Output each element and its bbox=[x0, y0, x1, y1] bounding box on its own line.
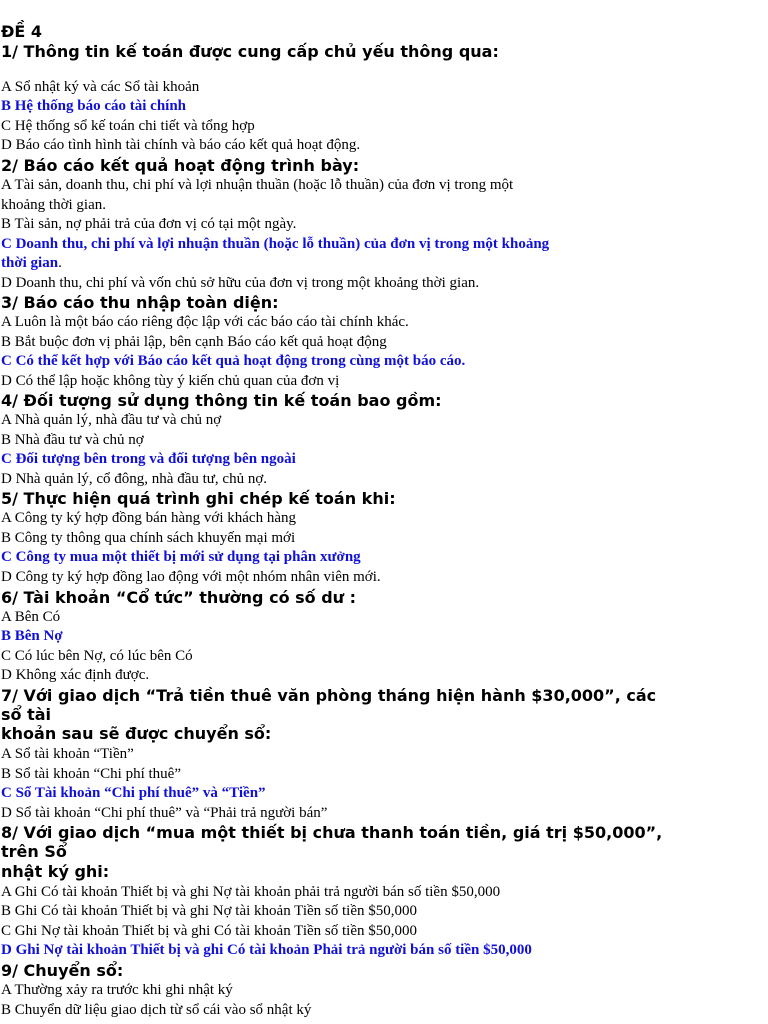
q8-option-b: B Ghi Có tài khoản Thiết bị và ghi Nợ tài khoản Tiền số tiền $50,000 bbox=[1, 903, 417, 919]
q7-option-b: B Sổ tài khoản “Chi phí thuê” bbox=[1, 766, 181, 782]
q9-option-b: B Chuyển dữ liệu giao dịch từ sổ cái vào sổ nhật ký bbox=[1, 1002, 312, 1018]
q2-option-a-cont: khoảng thời gian. bbox=[1, 197, 106, 213]
q8-option-c: C Ghi Nợ tài khoản Thiết bị và ghi Có tài khoản Tiền số tiền $50,000 bbox=[1, 923, 417, 939]
q9-option-a: A Thường xảy ra trước khi ghi nhật ký bbox=[1, 982, 233, 998]
question-9: 9/ Chuyển sổ: bbox=[1, 961, 124, 980]
q3-option-a: A Luôn là một báo cáo riêng độc lập với các báo cáo tài chính khác. bbox=[1, 314, 409, 330]
q6-option-a: A Bên Có bbox=[1, 609, 61, 625]
q8-option-d-correct: D Ghi Nợ tài khoản Thiết bị và ghi Có tài khoản Phải trả người bán số tiền $50,000 bbox=[1, 942, 532, 958]
question-2: 2/ Báo cáo kết quả hoạt động trình bày: bbox=[1, 156, 360, 175]
q7-option-a: A Sổ tài khoản “Tiền” bbox=[1, 746, 134, 762]
question-8: 8/ Với giao dịch “mua một thiết bị chưa thanh toán tiền, giá trị $50,000”, bbox=[1, 823, 663, 842]
q7-option-c-correct: C Sổ Tài khoản “Chi phí thuê” và “Tiền” bbox=[1, 785, 266, 801]
q5-option-b: B Công ty thông qua chính sách khuyến mại mới bbox=[1, 530, 296, 546]
question-1: 1/ Thông tin kế toán được cung cấp chủ yếu thông qua: bbox=[1, 42, 499, 61]
q6-option-c: C Có lúc bên Nợ, có lúc bên Có bbox=[1, 648, 193, 664]
question-3: 3/ Báo cáo thu nhập toàn diện: bbox=[1, 293, 279, 312]
question-7: 7/ Với giao dịch “Trả tiền thuê văn phòng tháng hiện hành $30,000”, các bbox=[1, 686, 657, 705]
q2-option-c-correct: C Doanh thu, chi phí và lợi nhuận thuần (hoặc lỗ thuần) của đơn vị trong một khoảng bbox=[1, 236, 550, 252]
q5-option-d: D Công ty ký hợp đồng lao động với một nhóm nhân viên mới. bbox=[1, 569, 381, 585]
q3-option-b: B Bắt buộc đơn vị phải lập, bên cạnh Báo cáo kết quả hoạt động bbox=[1, 334, 387, 350]
question-5: 5/ Thực hiện quá trình ghi chép kế toán khi: bbox=[1, 489, 396, 508]
q8-option-a: A Ghi Có tài khoản Thiết bị và ghi Nợ tài khoản phải trả người bán số tiền $50,000 bbox=[1, 884, 501, 900]
q2-option-a: A Tài sản, doanh thu, chi phí và lợi nhuận thuần (hoặc lỗ thuần) của đơn vị trong một bbox=[1, 177, 514, 193]
q3-option-d: D Có thể lập hoặc không tùy ý kiến chủ quan của đơn vị bbox=[1, 373, 340, 389]
question-8-cont-2: nhật ký ghi: bbox=[1, 862, 110, 881]
q1-option-a: A Sổ nhật ký và các Sổ tài khoản bbox=[1, 79, 200, 95]
question-4: 4/ Đối tượng sử dụng thông tin kế toán bao gồm: bbox=[1, 391, 442, 410]
q2-option-b: B Tài sản, nợ phải trả của đơn vị có tại một ngày. bbox=[1, 216, 297, 232]
question-7-cont-2: khoản sau sẽ được chuyển sổ: bbox=[1, 724, 272, 743]
q6-option-b-correct: B Bên Nợ bbox=[1, 628, 63, 644]
q1-option-b-correct: B Hệ thống báo cáo tài chính bbox=[1, 98, 187, 114]
q2-option-d: D Doanh thu, chi phí và vốn chủ sở hữu của đơn vị trong một khoảng thời gian. bbox=[1, 275, 480, 291]
q4-option-b: B Nhà đầu tư và chủ nợ bbox=[1, 432, 144, 448]
q2-option-c-cont bbox=[1, 254, 62, 273]
q5-option-c-correct: C Công ty mua một thiết bị mới sử dụng tại phân xưởng bbox=[1, 549, 361, 565]
q1-option-c: C Hệ thống sổ kế toán chi tiết và tổng hợp bbox=[1, 118, 255, 134]
q4-option-d: D Nhà quản lý, cổ đông, nhà đầu tư, chủ nợ. bbox=[1, 471, 268, 487]
q4-option-a: A Nhà quản lý, nhà đầu tư và chủ nợ bbox=[1, 412, 222, 428]
q5-option-a: A Công ty ký hợp đồng bán hàng với khách hàng bbox=[1, 510, 296, 526]
question-8-cont: trên Sổ bbox=[1, 842, 67, 861]
q7-option-d: D Sổ tài khoản “Chi phí thuê” và “Phải trả người bán” bbox=[1, 805, 328, 821]
q2-option-c-period: . bbox=[58, 255, 62, 271]
question-6: 6/ Tài khoản “Cổ tức” thường có số dư : bbox=[1, 588, 357, 607]
q4-option-c-correct: C Đối tượng bên trong và đối tượng bên ngoài bbox=[1, 451, 296, 467]
exam-title: ĐỀ 4 bbox=[1, 22, 43, 41]
question-7-cont: sổ tài bbox=[1, 705, 52, 724]
q6-option-d: D Không xác định được. bbox=[1, 667, 150, 683]
q1-option-d: D Báo cáo tình hình tài chính và báo cáo kết quả hoạt động. bbox=[1, 137, 361, 153]
q2-option-c-cont-bold: thời gian bbox=[1, 255, 59, 271]
q3-option-c-correct: C Có thể kết hợp với Báo cáo kết quả hoạt động trong cùng một báo cáo. bbox=[1, 353, 466, 369]
